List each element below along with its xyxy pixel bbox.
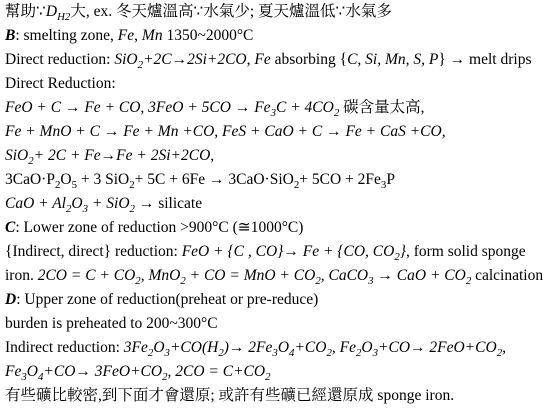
formula-text: + SiO: [88, 195, 130, 212]
note-text: {Indirect, direct} reduction:: [5, 243, 182, 260]
formula-text: 2FeO+CO: [425, 339, 497, 356]
note-text: ,: [246, 51, 255, 68]
zone-c-reduction-line: [5, 240, 555, 264]
reaction-arrow: →: [449, 51, 466, 68]
formula-text: C, Si, Mn, S, P: [347, 51, 439, 68]
zone-label: C: [5, 219, 16, 236]
zone-c-heading: [5, 216, 555, 240]
ore-density-note-line: [5, 384, 555, 408]
subscript-text: 2: [180, 274, 186, 287]
zone-b-direct-reduction-line: [5, 48, 555, 72]
subscript-text: 2: [28, 154, 34, 167]
formula-text: Fe: [5, 363, 22, 380]
subscript-text: 2: [147, 346, 154, 359]
formula-text: O: [26, 363, 38, 380]
note-text: Direct Reduction:: [5, 75, 116, 92]
subscript-text: 2: [315, 274, 321, 287]
reaction-arrow: →: [75, 363, 91, 380]
formula-text: SiO: [114, 51, 138, 68]
subscript-text: 4: [289, 346, 295, 359]
subscript-text: 2: [129, 178, 135, 191]
reaction-arrow: →: [373, 267, 393, 284]
reaction-line-mno-fes: [5, 120, 555, 144]
formula-text: +2C: [143, 51, 172, 68]
reaction-line-sio2: [5, 144, 555, 168]
subscript-text: 2: [265, 370, 271, 383]
formula-text: 2Fe: [244, 339, 273, 356]
note-text: : smelting zone,: [15, 27, 118, 44]
subscript-text: 2: [394, 250, 400, 263]
reaction-arrow: →: [64, 99, 81, 116]
note-text: absorbing {: [270, 51, 348, 68]
formula-text: C + 4CO: [276, 99, 334, 116]
note-text: ,: [134, 27, 142, 44]
formula-text: +CO: [294, 339, 327, 356]
note-text: melt drips: [465, 51, 532, 68]
formula-text: 3CaO·SiO: [224, 171, 294, 188]
reaction-arrow: →: [209, 171, 225, 188]
formula-text: Fe + CO, 3FeO + 5CO: [80, 99, 235, 116]
reaction-line-feo: [5, 96, 555, 120]
note-text: burden is preheated to 200~300°C: [5, 315, 218, 332]
reaction-arrow: →: [283, 243, 299, 260]
subscript-text: 2: [496, 346, 503, 359]
formula-text: Fe: [117, 27, 135, 44]
formula-text: 3FeO+CO: [90, 363, 163, 380]
subscript-text: 3: [368, 274, 374, 287]
reaction-arrow: →: [234, 99, 251, 116]
formula-text: +CO: [43, 363, 76, 380]
humidity-note-line: [5, 0, 555, 24]
reaction-line-silicate: [5, 192, 555, 216]
subscript-text: 3: [164, 346, 170, 359]
formula-text: }: [399, 243, 406, 260]
formula-text: +CO(H: [169, 339, 219, 356]
subscript-text: 2: [326, 346, 332, 359]
formula-text: D: [45, 3, 58, 20]
note-text: : Lower zone of reduction >900°C (≅1000°C): [15, 219, 304, 236]
subscript-text: 3: [272, 346, 278, 359]
subscript-text: 2: [293, 178, 300, 191]
formula-text: 2CO = C + CO: [37, 267, 136, 284]
reaction-arrow: →: [171, 51, 188, 68]
subscript-text: 2: [66, 202, 72, 215]
subscript-text: 2: [218, 346, 224, 359]
reaction-arrow: →: [410, 339, 426, 356]
formula-text: P: [386, 171, 395, 188]
formula-text: ,: [502, 339, 506, 356]
subscript-text: H2: [57, 10, 71, 23]
zone-d-heading: [5, 288, 555, 312]
formula-text: Fe + MnO + C: [5, 123, 104, 140]
subscript-text: 2: [129, 202, 135, 215]
subscript-text: 2: [333, 106, 340, 119]
note-text: calcination: [471, 267, 544, 284]
formula-text: O: [153, 339, 165, 356]
subscript-text: 3: [372, 346, 379, 359]
formula-text: CaO + Al: [5, 195, 66, 212]
formula-text: O: [60, 171, 72, 188]
subscript-text: 3: [82, 202, 89, 215]
formula-text: O: [71, 195, 83, 212]
subscript-text: 2: [465, 274, 472, 287]
reaction-line-phosphate: [5, 168, 555, 192]
note-text: 大, ex. 冬天爐溫高∵水氣少; 夏天爐溫低∵水氣多: [70, 3, 392, 20]
formula-text: , Fe: [331, 339, 356, 356]
note-text: Indirect reduction:: [5, 339, 124, 356]
subscript-text: 5: [71, 178, 77, 191]
formula-text: FeO + C: [5, 99, 65, 116]
formula-text: ): [223, 339, 229, 356]
note-text: iron.: [5, 267, 38, 284]
direct-reduction-heading: [5, 72, 555, 96]
zone-b-heading: [5, 24, 555, 48]
subscript-text: 2: [54, 178, 61, 191]
formula-text: Fe + {CO, CO: [298, 243, 395, 260]
note-text: : Upper zone of reduction(preheat or pre-reduce): [16, 291, 319, 308]
formula-text: O: [361, 339, 373, 356]
subscript-text: 2: [135, 274, 141, 287]
formula-text: CaO + CO: [392, 267, 466, 284]
formula-text: Fe + CaS +CO,: [341, 123, 446, 140]
note-text: 幫助∵: [5, 3, 46, 20]
note-text: , form solid sponge: [405, 243, 526, 260]
zone-d-preheat-line: [5, 312, 555, 336]
formula-text: SiO: [5, 147, 29, 164]
zone-c-reaction-line: [5, 264, 555, 288]
formula-text: , MnO: [140, 267, 181, 284]
formula-text: + 5C + 6Fe: [134, 171, 209, 188]
formula-text: Fe + 2Si+2CO,: [116, 147, 215, 164]
zone-d-indirect-reduction-line: [5, 336, 555, 360]
note-text: }: [438, 51, 450, 68]
subscript-text: 2: [162, 370, 168, 383]
reaction-arrow: →: [100, 147, 117, 164]
formula-text: Mn: [141, 27, 163, 44]
formula-text: , 2CO = C+CO: [167, 363, 266, 380]
formula-text: O: [277, 339, 290, 356]
note-text: 碳含量太高,: [339, 99, 425, 116]
reaction-arrow: →: [326, 123, 342, 140]
formula-text: Fe + Mn +CO, FeS + CaO + C: [119, 123, 327, 140]
zone-label: B: [5, 27, 16, 44]
subscript-text: 3: [21, 370, 27, 383]
subscript-text: 4: [37, 370, 44, 383]
formula-text: , CaCO: [320, 267, 369, 284]
reaction-arrow: →: [103, 123, 120, 140]
subscript-text: 3: [270, 106, 276, 119]
subscript-text: 2: [355, 346, 362, 359]
formula-text: +CO: [378, 339, 411, 356]
zone-label: D: [5, 291, 17, 308]
formula-text: FeO + {C , CO}: [181, 243, 284, 260]
formula-text: 3CaO·P: [5, 171, 55, 188]
reaction-arrow: →: [228, 339, 245, 356]
note-text: 有些礦比較密,到下面才會還原; 或許有些礦已經還原成 sponge iron.: [5, 387, 455, 404]
subscript-text: 2: [137, 58, 143, 71]
note-text: Direct reduction:: [5, 51, 115, 68]
formula-text: + 5CO + 2Fe: [299, 171, 381, 188]
reaction-arrow: →: [134, 195, 155, 212]
formula-text: Fe: [254, 51, 271, 68]
zone-d-reaction-line: [5, 360, 555, 384]
formula-text: Fe: [250, 99, 271, 116]
formula-text: + CO = MnO + CO: [185, 267, 316, 284]
formula-text: + 2C + Fe: [33, 147, 101, 164]
note-text: silicate: [154, 195, 203, 212]
formula-text: + 3 SiO: [77, 171, 130, 188]
subscript-text: 3: [380, 178, 387, 191]
formula-text: 3Fe: [123, 339, 148, 356]
note-text: 1350~2000°C: [162, 27, 254, 44]
formula-text: 2Si+2CO: [187, 51, 247, 68]
